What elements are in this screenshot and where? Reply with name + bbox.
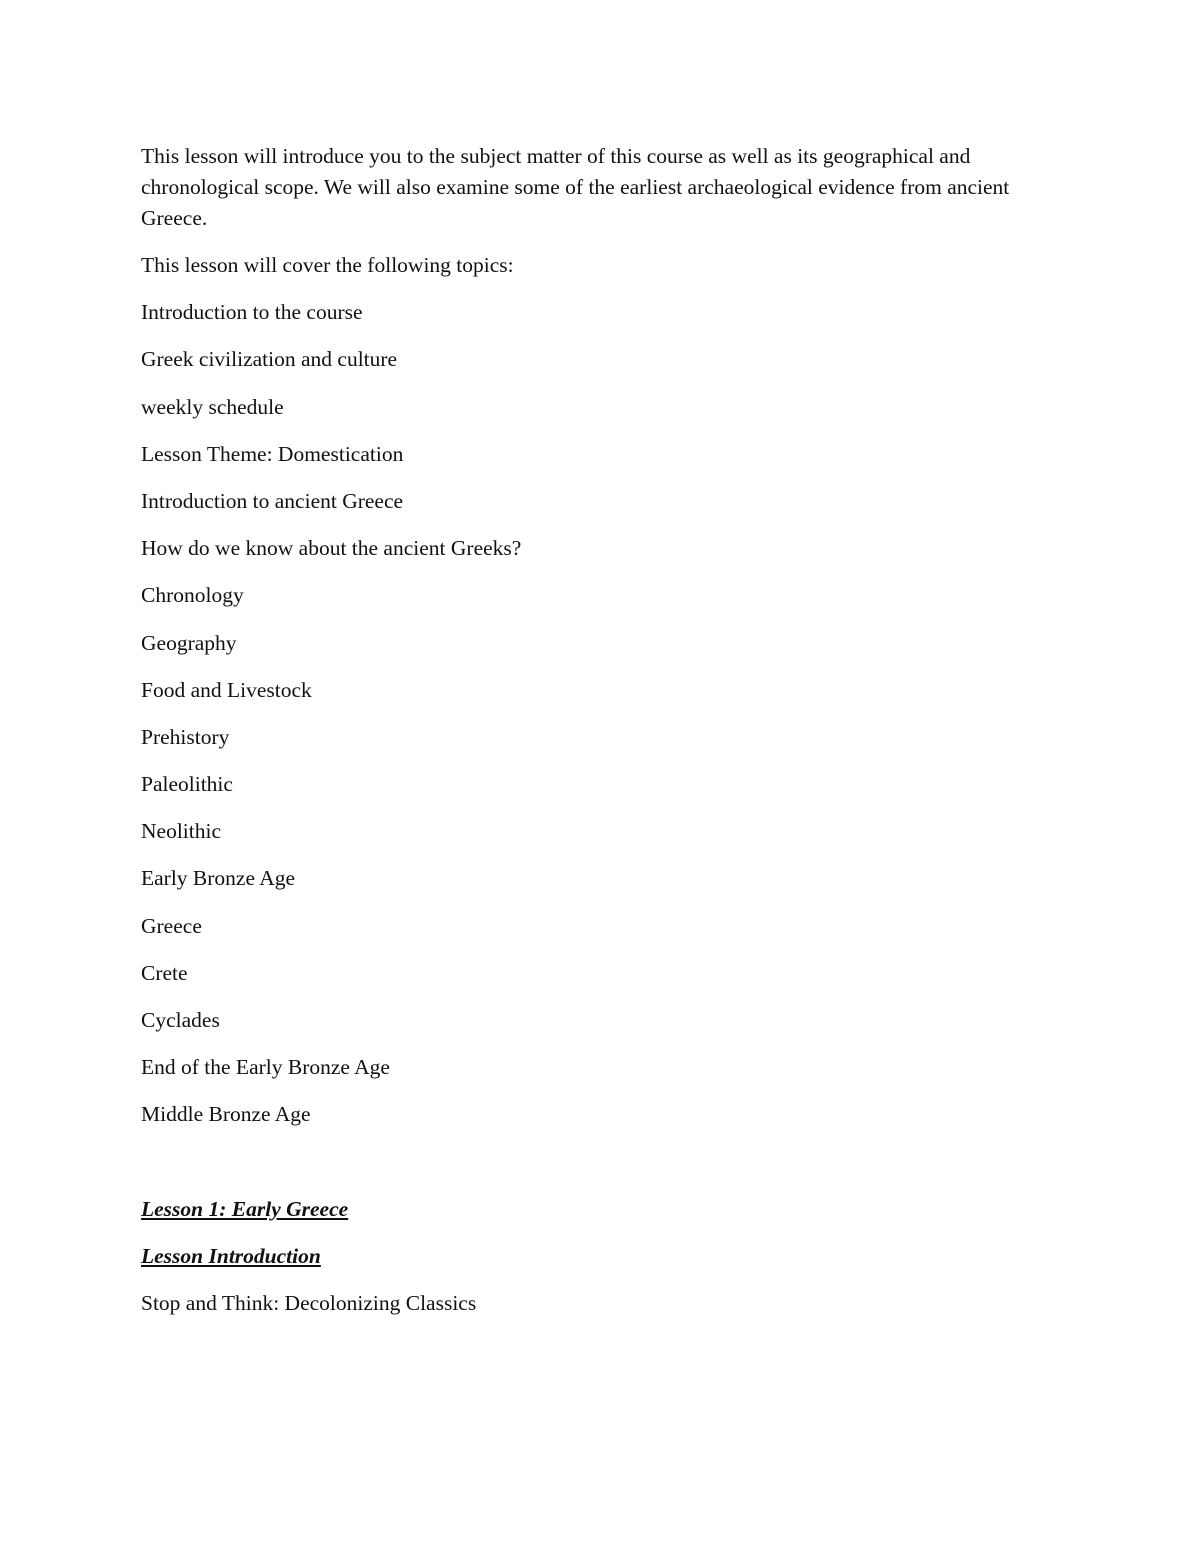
lesson-intro-heading: Lesson Introduction <box>141 1243 321 1268</box>
topic-item: Cyclades <box>141 1008 220 1032</box>
topic-item: Prehistory <box>141 724 230 749</box>
document-page <box>141 141 1061 1335</box>
intro-paragraph: This lesson will introduce you to the subject matter of this course as well as its geographical and chronological scope. We will also examine some of the earliest archaeological evidence from ancient Greece. <box>141 144 1010 230</box>
topic-item: Food and Livestock <box>141 677 312 702</box>
topic-item: End of the Early Bronze Age <box>141 1055 390 1080</box>
topic-item: Introduction to the course <box>141 300 363 325</box>
topic-item: Introduction to ancient Greece <box>141 488 404 513</box>
topics-list <box>141 297 1061 1130</box>
topic-item: Crete <box>141 960 188 985</box>
topic-item: How do we know about the ancient Greeks? <box>141 536 522 561</box>
stop-and-think-line: Stop and Think: Decolonizing Classics <box>141 1290 477 1315</box>
topic-item: Middle Bronze Age <box>141 1102 311 1127</box>
topic-item: Early Bronze Age <box>141 866 296 891</box>
topic-item: Lesson Theme: Domestication <box>141 441 404 466</box>
topic-item: weekly schedule <box>141 394 284 419</box>
lesson-heading: Lesson 1: Early Greece <box>141 1196 349 1221</box>
topic-item: Greece <box>141 913 202 938</box>
topic-item: Neolithic <box>141 819 222 844</box>
topic-item: Paleolithic <box>141 772 233 797</box>
topic-item: Greek civilization and culture <box>141 347 398 372</box>
topic-item: Geography <box>141 630 237 655</box>
topic-item: Chronology <box>141 583 244 608</box>
topics-lead: This lesson will cover the following topics: <box>141 253 514 277</box>
blank-line <box>141 1147 1061 1194</box>
